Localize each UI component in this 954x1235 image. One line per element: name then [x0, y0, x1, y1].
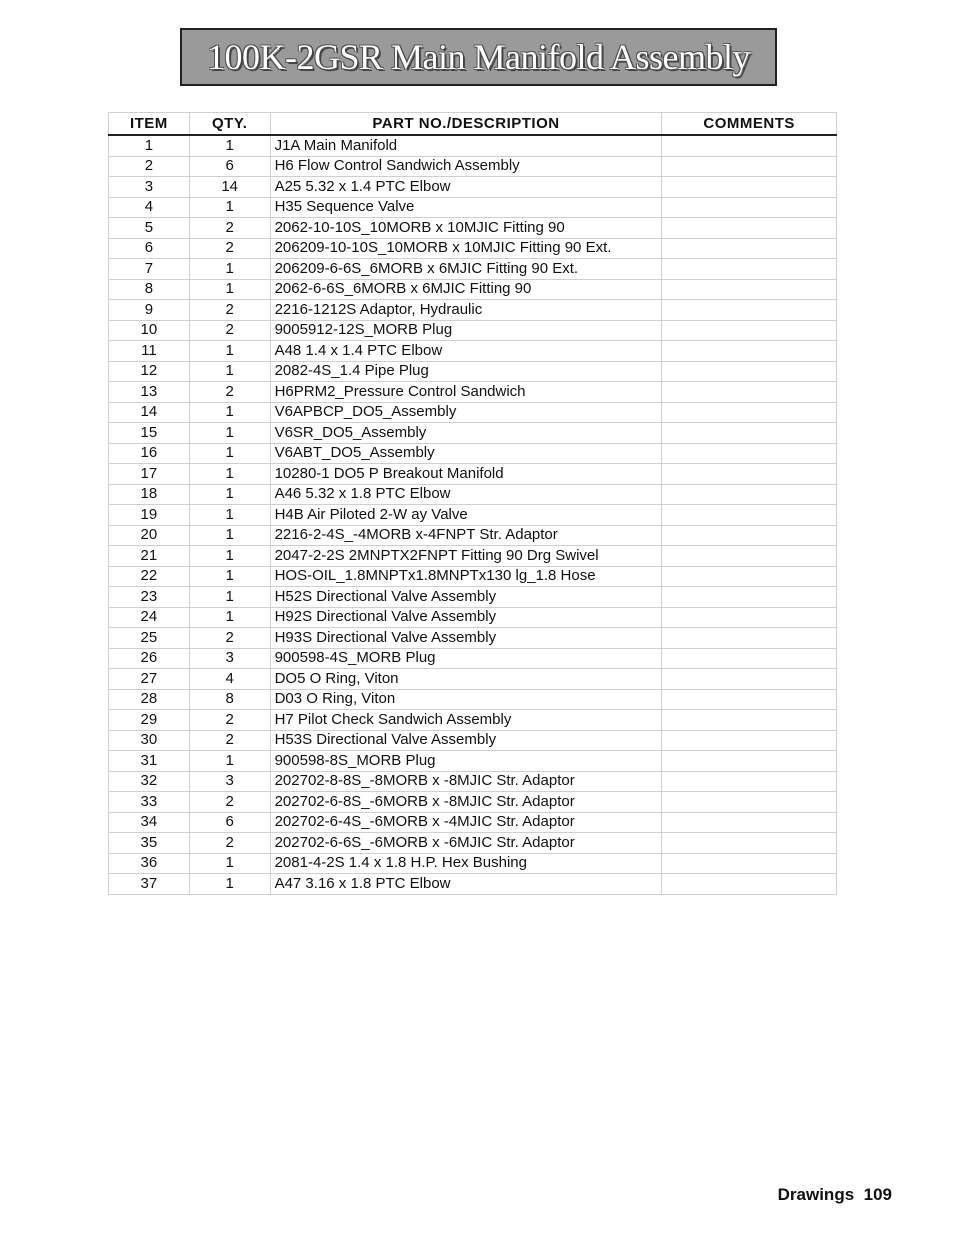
table-row — [109, 300, 837, 321]
comments-cell — [662, 628, 837, 649]
qty-cell: 2 — [189, 238, 270, 259]
qty-cell: 1 — [189, 853, 270, 874]
qty-cell: 2 — [189, 218, 270, 239]
qty-cell: 1 — [189, 259, 270, 280]
item-cell: 25 — [109, 628, 190, 649]
item-cell: 21 — [109, 546, 190, 567]
item-cell: 20 — [109, 525, 190, 546]
qty-cell: 1 — [189, 341, 270, 362]
table-row — [109, 423, 837, 444]
table-row — [109, 156, 837, 177]
qty-cell: 14 — [189, 177, 270, 198]
description-cell: A25 5.32 x 1.4 PTC Elbow — [270, 177, 662, 198]
qty-cell: 2 — [189, 792, 270, 813]
description-cell: 2216-2-4S_-4MORB x-4FNPT Str. Adaptor — [270, 525, 662, 546]
comments-cell — [662, 443, 837, 464]
qty-cell: 2 — [189, 628, 270, 649]
description-cell: A46 5.32 x 1.8 PTC Elbow — [270, 484, 662, 505]
comments-cell — [662, 874, 837, 895]
item-cell: 13 — [109, 382, 190, 403]
description-cell: 206209-6-6S_6MORB x 6MJIC Fitting 90 Ext. — [270, 259, 662, 280]
comments-cell — [662, 279, 837, 300]
item-cell: 23 — [109, 587, 190, 608]
item-cell: 12 — [109, 361, 190, 382]
qty-cell: 1 — [189, 587, 270, 608]
comments-cell — [662, 689, 837, 710]
table-row — [109, 238, 837, 259]
table-row — [109, 382, 837, 403]
qty-cell: 1 — [189, 874, 270, 895]
table-row — [109, 730, 837, 751]
description-cell: 2081-4-2S 1.4 x 1.8 H.P. Hex Bushing — [270, 853, 662, 874]
qty-cell: 3 — [189, 648, 270, 669]
description-cell: 2062-10-10S_10MORB x 10MJIC Fitting 90 — [270, 218, 662, 239]
item-cell: 17 — [109, 464, 190, 485]
description-cell: H35 Sequence Valve — [270, 197, 662, 218]
table-row — [109, 484, 837, 505]
qty-cell: 1 — [189, 423, 270, 444]
table-row — [109, 710, 837, 731]
comments-cell — [662, 833, 837, 854]
qty-cell: 1 — [189, 525, 270, 546]
table-row — [109, 464, 837, 485]
description-cell: 9005912-12S_MORB Plug — [270, 320, 662, 341]
description-cell: 202702-6-4S_-6MORB x -4MJIC Str. Adaptor — [270, 812, 662, 833]
table-row — [109, 218, 837, 239]
comments-cell — [662, 853, 837, 874]
table-row — [109, 628, 837, 649]
item-cell: 35 — [109, 833, 190, 854]
qty-cell: 1 — [189, 484, 270, 505]
table-row — [109, 607, 837, 628]
item-cell: 37 — [109, 874, 190, 895]
table-row — [109, 525, 837, 546]
comments-cell — [662, 361, 837, 382]
qty-cell: 1 — [189, 135, 270, 156]
description-cell: H6 Flow Control Sandwich Assembly — [270, 156, 662, 177]
comments-cell — [662, 587, 837, 608]
item-cell: 27 — [109, 669, 190, 690]
qty-cell: 1 — [189, 566, 270, 587]
description-cell: 2047-2-2S 2MNPTX2FNPT Fitting 90 Drg Swivel — [270, 546, 662, 567]
qty-cell: 1 — [189, 361, 270, 382]
description-cell: 2082-4S_1.4 Pipe Plug — [270, 361, 662, 382]
qty-cell: 4 — [189, 669, 270, 690]
description-cell: A48 1.4 x 1.4 PTC Elbow — [270, 341, 662, 362]
qty-cell: 6 — [189, 812, 270, 833]
item-cell: 3 — [109, 177, 190, 198]
comments-cell — [662, 710, 837, 731]
qty-cell: 2 — [189, 730, 270, 751]
item-cell: 2 — [109, 156, 190, 177]
qty-cell: 1 — [189, 443, 270, 464]
table-row — [109, 177, 837, 198]
description-cell: 10280-1 DO5 P Breakout Manifold — [270, 464, 662, 485]
item-cell: 28 — [109, 689, 190, 710]
description-cell: 900598-4S_MORB Plug — [270, 648, 662, 669]
description-cell: H92S Directional Valve Assembly — [270, 607, 662, 628]
header-description: PART NO./DESCRIPTION — [270, 113, 662, 136]
qty-cell: 1 — [189, 607, 270, 628]
item-cell: 36 — [109, 853, 190, 874]
footer-page-number: 109 — [863, 1185, 892, 1204]
qty-cell: 2 — [189, 710, 270, 731]
table-row — [109, 689, 837, 710]
comments-cell — [662, 771, 837, 792]
comments-cell — [662, 218, 837, 239]
comments-cell — [662, 751, 837, 772]
item-cell: 8 — [109, 279, 190, 300]
table-row — [109, 771, 837, 792]
description-cell: H52S Directional Valve Assembly — [270, 587, 662, 608]
comments-cell — [662, 320, 837, 341]
table-row — [109, 587, 837, 608]
parts-table-body — [109, 135, 837, 894]
description-cell: V6APBCP_DO5_Assembly — [270, 402, 662, 423]
header-comments: COMMENTS — [662, 113, 837, 136]
comments-cell — [662, 341, 837, 362]
item-cell: 19 — [109, 505, 190, 526]
qty-cell: 2 — [189, 833, 270, 854]
description-cell: 202702-6-8S_-6MORB x -8MJIC Str. Adaptor — [270, 792, 662, 813]
table-row — [109, 341, 837, 362]
table-row — [109, 669, 837, 690]
parts-table — [108, 112, 837, 895]
item-cell: 31 — [109, 751, 190, 772]
description-cell: H93S Directional Valve Assembly — [270, 628, 662, 649]
footer-section: Drawings — [777, 1185, 855, 1204]
comments-cell — [662, 607, 837, 628]
qty-cell: 2 — [189, 300, 270, 321]
comments-cell — [662, 156, 837, 177]
header-qty: QTY. — [189, 113, 270, 136]
comments-cell — [662, 505, 837, 526]
item-cell: 33 — [109, 792, 190, 813]
qty-cell: 1 — [189, 505, 270, 526]
description-cell: 206209-10-10S_10MORB x 10MJIC Fitting 90 Ext. — [270, 238, 662, 259]
comments-cell — [662, 792, 837, 813]
comments-cell — [662, 566, 837, 587]
description-cell: V6ABT_DO5_Assembly — [270, 443, 662, 464]
page-title: 100K-2GSR Main Manifold Assembly — [206, 37, 750, 77]
qty-cell: 2 — [189, 382, 270, 403]
description-cell: H53S Directional Valve Assembly — [270, 730, 662, 751]
item-cell: 22 — [109, 566, 190, 587]
description-cell: H7 Pilot Check Sandwich Assembly — [270, 710, 662, 731]
table-row — [109, 546, 837, 567]
description-cell: DO5 O Ring, Viton — [270, 669, 662, 690]
description-cell: V6SR_DO5_Assembly — [270, 423, 662, 444]
table-row — [109, 505, 837, 526]
qty-cell: 1 — [189, 751, 270, 772]
description-cell: 202702-6-6S_-6MORB x -6MJIC Str. Adaptor — [270, 833, 662, 854]
comments-cell — [662, 812, 837, 833]
item-cell: 24 — [109, 607, 190, 628]
qty-cell: 6 — [189, 156, 270, 177]
description-cell: H6PRM2_Pressure Control Sandwich — [270, 382, 662, 403]
table-row — [109, 135, 837, 156]
table-row — [109, 402, 837, 423]
qty-cell: 3 — [189, 771, 270, 792]
comments-cell — [662, 382, 837, 403]
table-row — [109, 361, 837, 382]
item-cell: 4 — [109, 197, 190, 218]
qty-cell: 1 — [189, 402, 270, 423]
table-header-row — [109, 113, 837, 136]
item-cell: 15 — [109, 423, 190, 444]
table-row — [109, 874, 837, 895]
table-row — [109, 792, 837, 813]
item-cell: 29 — [109, 710, 190, 731]
item-cell: 10 — [109, 320, 190, 341]
comments-cell — [662, 177, 837, 198]
table-row — [109, 853, 837, 874]
qty-cell: 2 — [189, 320, 270, 341]
table-row — [109, 812, 837, 833]
item-cell: 34 — [109, 812, 190, 833]
item-cell: 9 — [109, 300, 190, 321]
table-row — [109, 197, 837, 218]
item-cell: 16 — [109, 443, 190, 464]
header-item: ITEM — [109, 113, 190, 136]
item-cell: 11 — [109, 341, 190, 362]
comments-cell — [662, 197, 837, 218]
table-row — [109, 751, 837, 772]
comments-cell — [662, 669, 837, 690]
table-row — [109, 833, 837, 854]
table-row — [109, 259, 837, 280]
table-row — [109, 443, 837, 464]
qty-cell: 1 — [189, 197, 270, 218]
item-cell: 26 — [109, 648, 190, 669]
description-cell: A47 3.16 x 1.8 PTC Elbow — [270, 874, 662, 895]
table-row — [109, 320, 837, 341]
title-banner — [180, 28, 777, 86]
item-cell: 14 — [109, 402, 190, 423]
item-cell: 30 — [109, 730, 190, 751]
item-cell: 6 — [109, 238, 190, 259]
comments-cell — [662, 238, 837, 259]
comments-cell — [662, 484, 837, 505]
comments-cell — [662, 402, 837, 423]
description-cell: 2216-1212S Adaptor, Hydraulic — [270, 300, 662, 321]
description-cell: 202702-8-8S_-8MORB x -8MJIC Str. Adaptor — [270, 771, 662, 792]
item-cell: 18 — [109, 484, 190, 505]
item-cell: 1 — [109, 135, 190, 156]
comments-cell — [662, 300, 837, 321]
description-cell: D03 O Ring, Viton — [270, 689, 662, 710]
comments-cell — [662, 546, 837, 567]
table-row — [109, 566, 837, 587]
comments-cell — [662, 648, 837, 669]
qty-cell: 1 — [189, 464, 270, 485]
description-cell: J1A Main Manifold — [270, 135, 662, 156]
qty-cell: 8 — [189, 689, 270, 710]
comments-cell — [662, 423, 837, 444]
comments-cell — [662, 730, 837, 751]
page-footer — [778, 1185, 892, 1205]
item-cell: 7 — [109, 259, 190, 280]
qty-cell: 1 — [189, 279, 270, 300]
table-row — [109, 279, 837, 300]
comments-cell — [662, 135, 837, 156]
comments-cell — [662, 525, 837, 546]
description-cell: 2062-6-6S_6MORB x 6MJIC Fitting 90 — [270, 279, 662, 300]
table-row — [109, 648, 837, 669]
description-cell: HOS-OIL_1.8MNPTx1.8MNPTx130 lg_1.8 Hose — [270, 566, 662, 587]
qty-cell: 1 — [189, 546, 270, 567]
description-cell: H4B Air Piloted 2-W ay Valve — [270, 505, 662, 526]
description-cell: 900598-8S_MORB Plug — [270, 751, 662, 772]
comments-cell — [662, 259, 837, 280]
item-cell: 32 — [109, 771, 190, 792]
item-cell: 5 — [109, 218, 190, 239]
comments-cell — [662, 464, 837, 485]
